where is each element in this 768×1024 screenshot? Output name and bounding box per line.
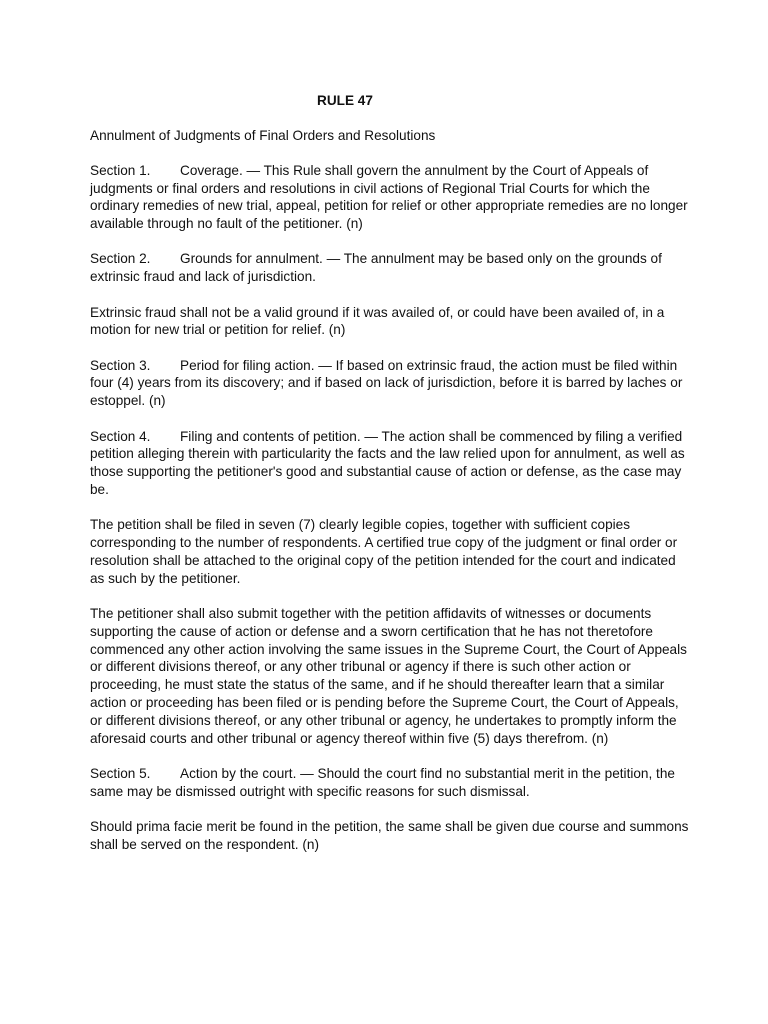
section-label: Section 3. [90,357,151,373]
rule-subtitle: Annulment of Judgments of Final Orders and Resolutions [90,128,436,143]
paragraph: Extrinsic fraud shall not be a valid ground if it was availed of, or could have been availed of, in a motion for new trial or petition for relief. (n) [90,304,665,338]
section-text: Coverage. — This Rule shall govern the annulment by the Court of Appeals of judgments or final orders and resolutions in civil actions of Regional Trial Courts for which the ordinary remedies of new trial, appeal, petition for relief or other appropriate remedies are no longer available through no fault of the petitioner. (n) [90,162,688,232]
section-text: Filing and contents of petition. — The action shall be commenced by filing a verified petition alleging therein with particularity the facts and the law relied upon for annulment, as well as those supporting the petitioner's good and substantial cause of action or defense, as the case may be. [90,428,685,497]
section-text: Action by the court. — Should the court find no substantial merit in the petition, the same may be dismissed outright with specific reasons for such dismissal. [90,765,675,799]
paragraph: The petitioner shall also submit together with the petition affidavits of witnesses or documents supporting the cause of action or defense and a sworn certification that he has not theretofore commenced any other action involving the same issues in the Supreme Court, the Court of Appeals or different divisions thereof, or any other tribunal or agency if there is such other action or proceeding, he must state the status of the same, and if he should thereafter learn that a similar action or proceeding has been filed or is pending before the Supreme Court, the Court of Appeals, or different divisions thereof, or any other tribunal or agency, he undertakes to promptly inform the aforesaid courts and other tribunal or agency thereof within five (5) days therefrom. (n) [90,605,687,746]
section-4-paragraph [90,428,690,499]
document-body [90,92,690,871]
section-1-paragraph [90,162,690,233]
section-label: Section 4. [90,428,151,444]
section-text: Period for filing action. — If based on extrinsic fraud, the action must be filed within four (4) years from its discovery; and if based on lack of jurisdiction, before it is barred by laches or estoppel. (n) [90,357,683,409]
section-label: Section 1. [90,162,151,178]
section-label: Section 5. [90,765,151,781]
paragraph: The petition shall be filed in seven (7) clearly legible copies, together with sufficient copies corresponding to the number of respondents. A certified true copy of the judgment or final order or resolution shall be attached to the original copy of the petition intended for the court and indicated as such by the petitioner. [90,517,678,586]
section-label: Section 2. [90,251,151,267]
rule-title: RULE 47 [317,93,373,108]
paragraph: Should prima facie merit be found in the petition, the same shall be given due course and summons shall be served on the respondent. (n) [90,818,689,852]
section-2-paragraph [90,250,690,286]
section-text: Grounds for annulment. — The annulment may be based only on the grounds of extrinsic fraud and lack of jurisdiction. [90,251,662,285]
section-3-paragraph [90,357,690,410]
section-5-paragraph [90,765,690,801]
